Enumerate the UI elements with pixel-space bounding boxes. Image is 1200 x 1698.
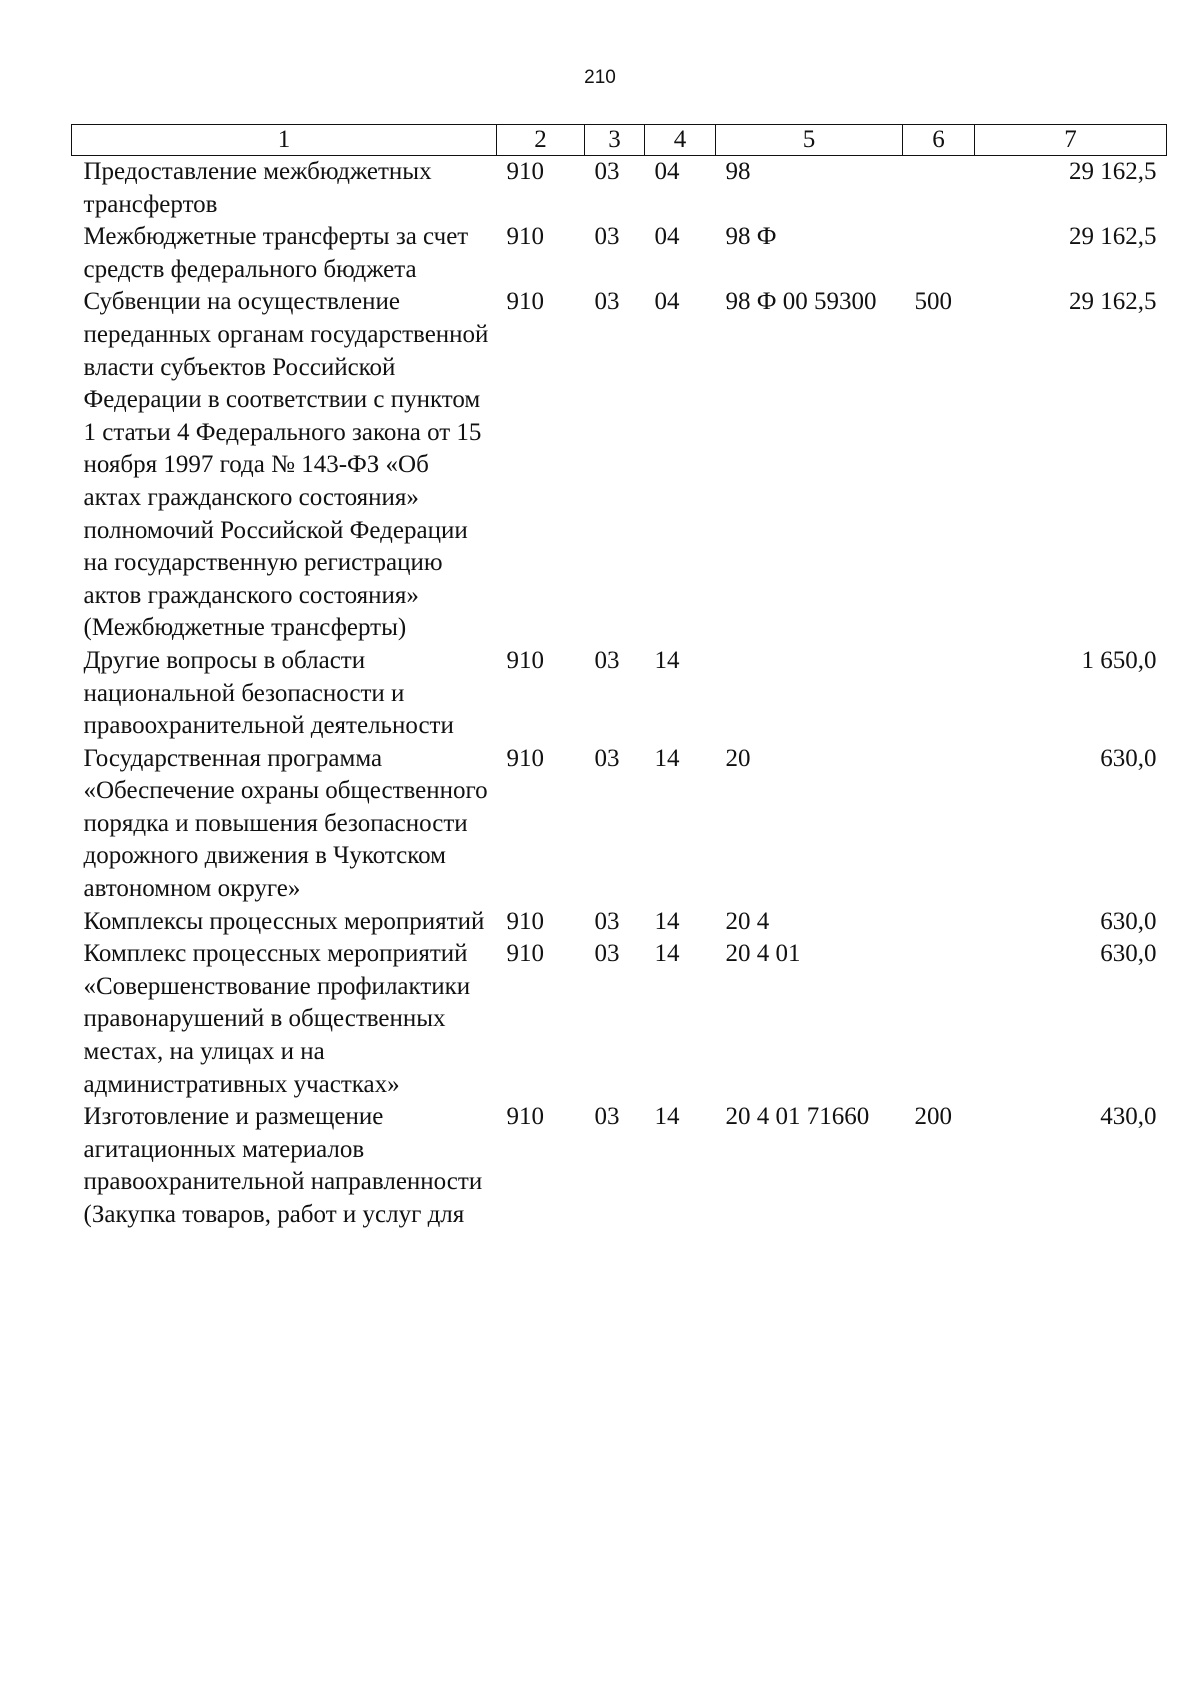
row-code-ministry: 910 xyxy=(506,288,544,316)
row-code-ministry: 910 xyxy=(506,223,544,251)
row-name: Комплексы процессных мероприятий xyxy=(83,907,485,935)
row-name: Субвенции на осуществление переданных органам государственной власти субъектов Российской Федерации в соответствии с пунктом 1 статьи 4 Федерального закона от 15 ноября 1997 года № 143-ФЗ «Об актах гражданского состояния» полномочий Российской Федерации на государственную регистрацию актов гражданского состояния» (Межбюджетные трансферты) xyxy=(83,288,489,642)
row-amount: 630,0 xyxy=(1100,744,1157,772)
row-amount: 430,0 xyxy=(1100,1103,1157,1131)
row-code-section: 03 xyxy=(594,158,620,185)
row-code-target: 20 xyxy=(725,744,751,772)
row-code-subsection: 14 xyxy=(654,646,680,674)
column-header-2: 2 xyxy=(497,125,585,156)
row-code-section: 03 xyxy=(594,1103,620,1131)
table-row xyxy=(72,645,1167,743)
table-row xyxy=(72,156,1167,222)
row-name: Предоставление межбюджетных трансфертов xyxy=(83,158,432,218)
row-code-ministry: 910 xyxy=(506,907,544,935)
row-code-expense-type xyxy=(903,906,975,939)
row-code-target: 20 4 01 xyxy=(725,940,801,968)
row-amount: 29 162,5 xyxy=(1069,158,1157,185)
budget-table xyxy=(71,124,1167,1232)
row-code-section: 03 xyxy=(594,288,620,316)
row-amount: 29 162,5 xyxy=(1069,288,1157,316)
row-code-target: 98 Ф 00 59300 xyxy=(725,288,877,316)
row-code-expense-type xyxy=(903,743,975,906)
row-code-expense-type xyxy=(903,938,975,1101)
table-row xyxy=(72,221,1167,286)
row-code-subsection: 04 xyxy=(654,288,680,316)
row-code-target xyxy=(716,645,903,743)
row-code-subsection: 04 xyxy=(654,223,680,251)
row-name: Комплекс процессных мероприятий «Совершенствование профилактики правонарушений в общественных местах, на улицах и на административных участках» xyxy=(83,940,471,1098)
row-code-expense-type xyxy=(903,645,975,743)
row-code-target: 20 4 xyxy=(725,907,770,935)
row-code-expense-type: 200 xyxy=(914,1103,952,1131)
row-code-section: 03 xyxy=(594,940,620,968)
row-code-target: 98 Ф xyxy=(725,223,777,251)
row-code-expense-type xyxy=(903,221,975,286)
column-header-1: 1 xyxy=(72,125,497,156)
row-code-ministry: 910 xyxy=(506,744,544,772)
column-header-7: 7 xyxy=(975,125,1167,156)
row-amount: 29 162,5 xyxy=(1069,223,1157,251)
row-code-subsection: 04 xyxy=(654,158,680,185)
row-amount: 630,0 xyxy=(1100,907,1157,935)
column-header-5: 5 xyxy=(716,125,903,156)
column-header-3: 3 xyxy=(585,125,645,156)
row-code-section: 03 xyxy=(594,646,620,674)
table-header-row xyxy=(72,125,1167,156)
table-row xyxy=(72,743,1167,906)
row-code-ministry: 910 xyxy=(506,646,544,674)
column-header-6: 6 xyxy=(903,125,975,156)
row-code-target: 98 xyxy=(725,158,751,185)
row-code-ministry: 910 xyxy=(506,158,544,185)
row-code-ministry: 910 xyxy=(506,940,544,968)
row-code-section: 03 xyxy=(594,744,620,772)
row-code-expense-type xyxy=(903,156,975,222)
row-code-subsection: 14 xyxy=(654,907,680,935)
row-code-subsection: 14 xyxy=(654,744,680,772)
row-code-section: 03 xyxy=(594,223,620,251)
row-code-subsection: 14 xyxy=(654,1103,680,1131)
row-code-target: 20 4 01 71660 xyxy=(725,1103,870,1131)
row-amount: 630,0 xyxy=(1100,940,1157,968)
table-row xyxy=(72,286,1167,645)
row-amount: 1 650,0 xyxy=(1081,646,1157,674)
row-name: Изготовление и размещение агитационных материалов правоохранительной направленности (Закупка товаров, работ и услуг для xyxy=(83,1103,483,1228)
table-row xyxy=(72,1101,1167,1231)
row-name: Государственная программа «Обеспечение охраны общественного порядка и повышения безопасности дорожного движения в Чукотском автономном округе» xyxy=(83,744,488,903)
table-row xyxy=(72,906,1167,939)
page-number: 210 xyxy=(584,67,616,88)
row-code-ministry: 910 xyxy=(506,1103,544,1131)
row-name: Межбюджетные трансферты за счет средств федерального бюджета xyxy=(83,223,469,283)
row-code-section: 03 xyxy=(594,907,620,935)
column-header-4: 4 xyxy=(645,125,716,156)
row-name: Другие вопросы в области национальной безопасности и правоохранительной деятельности xyxy=(83,646,454,740)
row-code-subsection: 14 xyxy=(654,940,680,968)
table-row xyxy=(72,938,1167,1101)
row-code-expense-type: 500 xyxy=(914,288,952,316)
